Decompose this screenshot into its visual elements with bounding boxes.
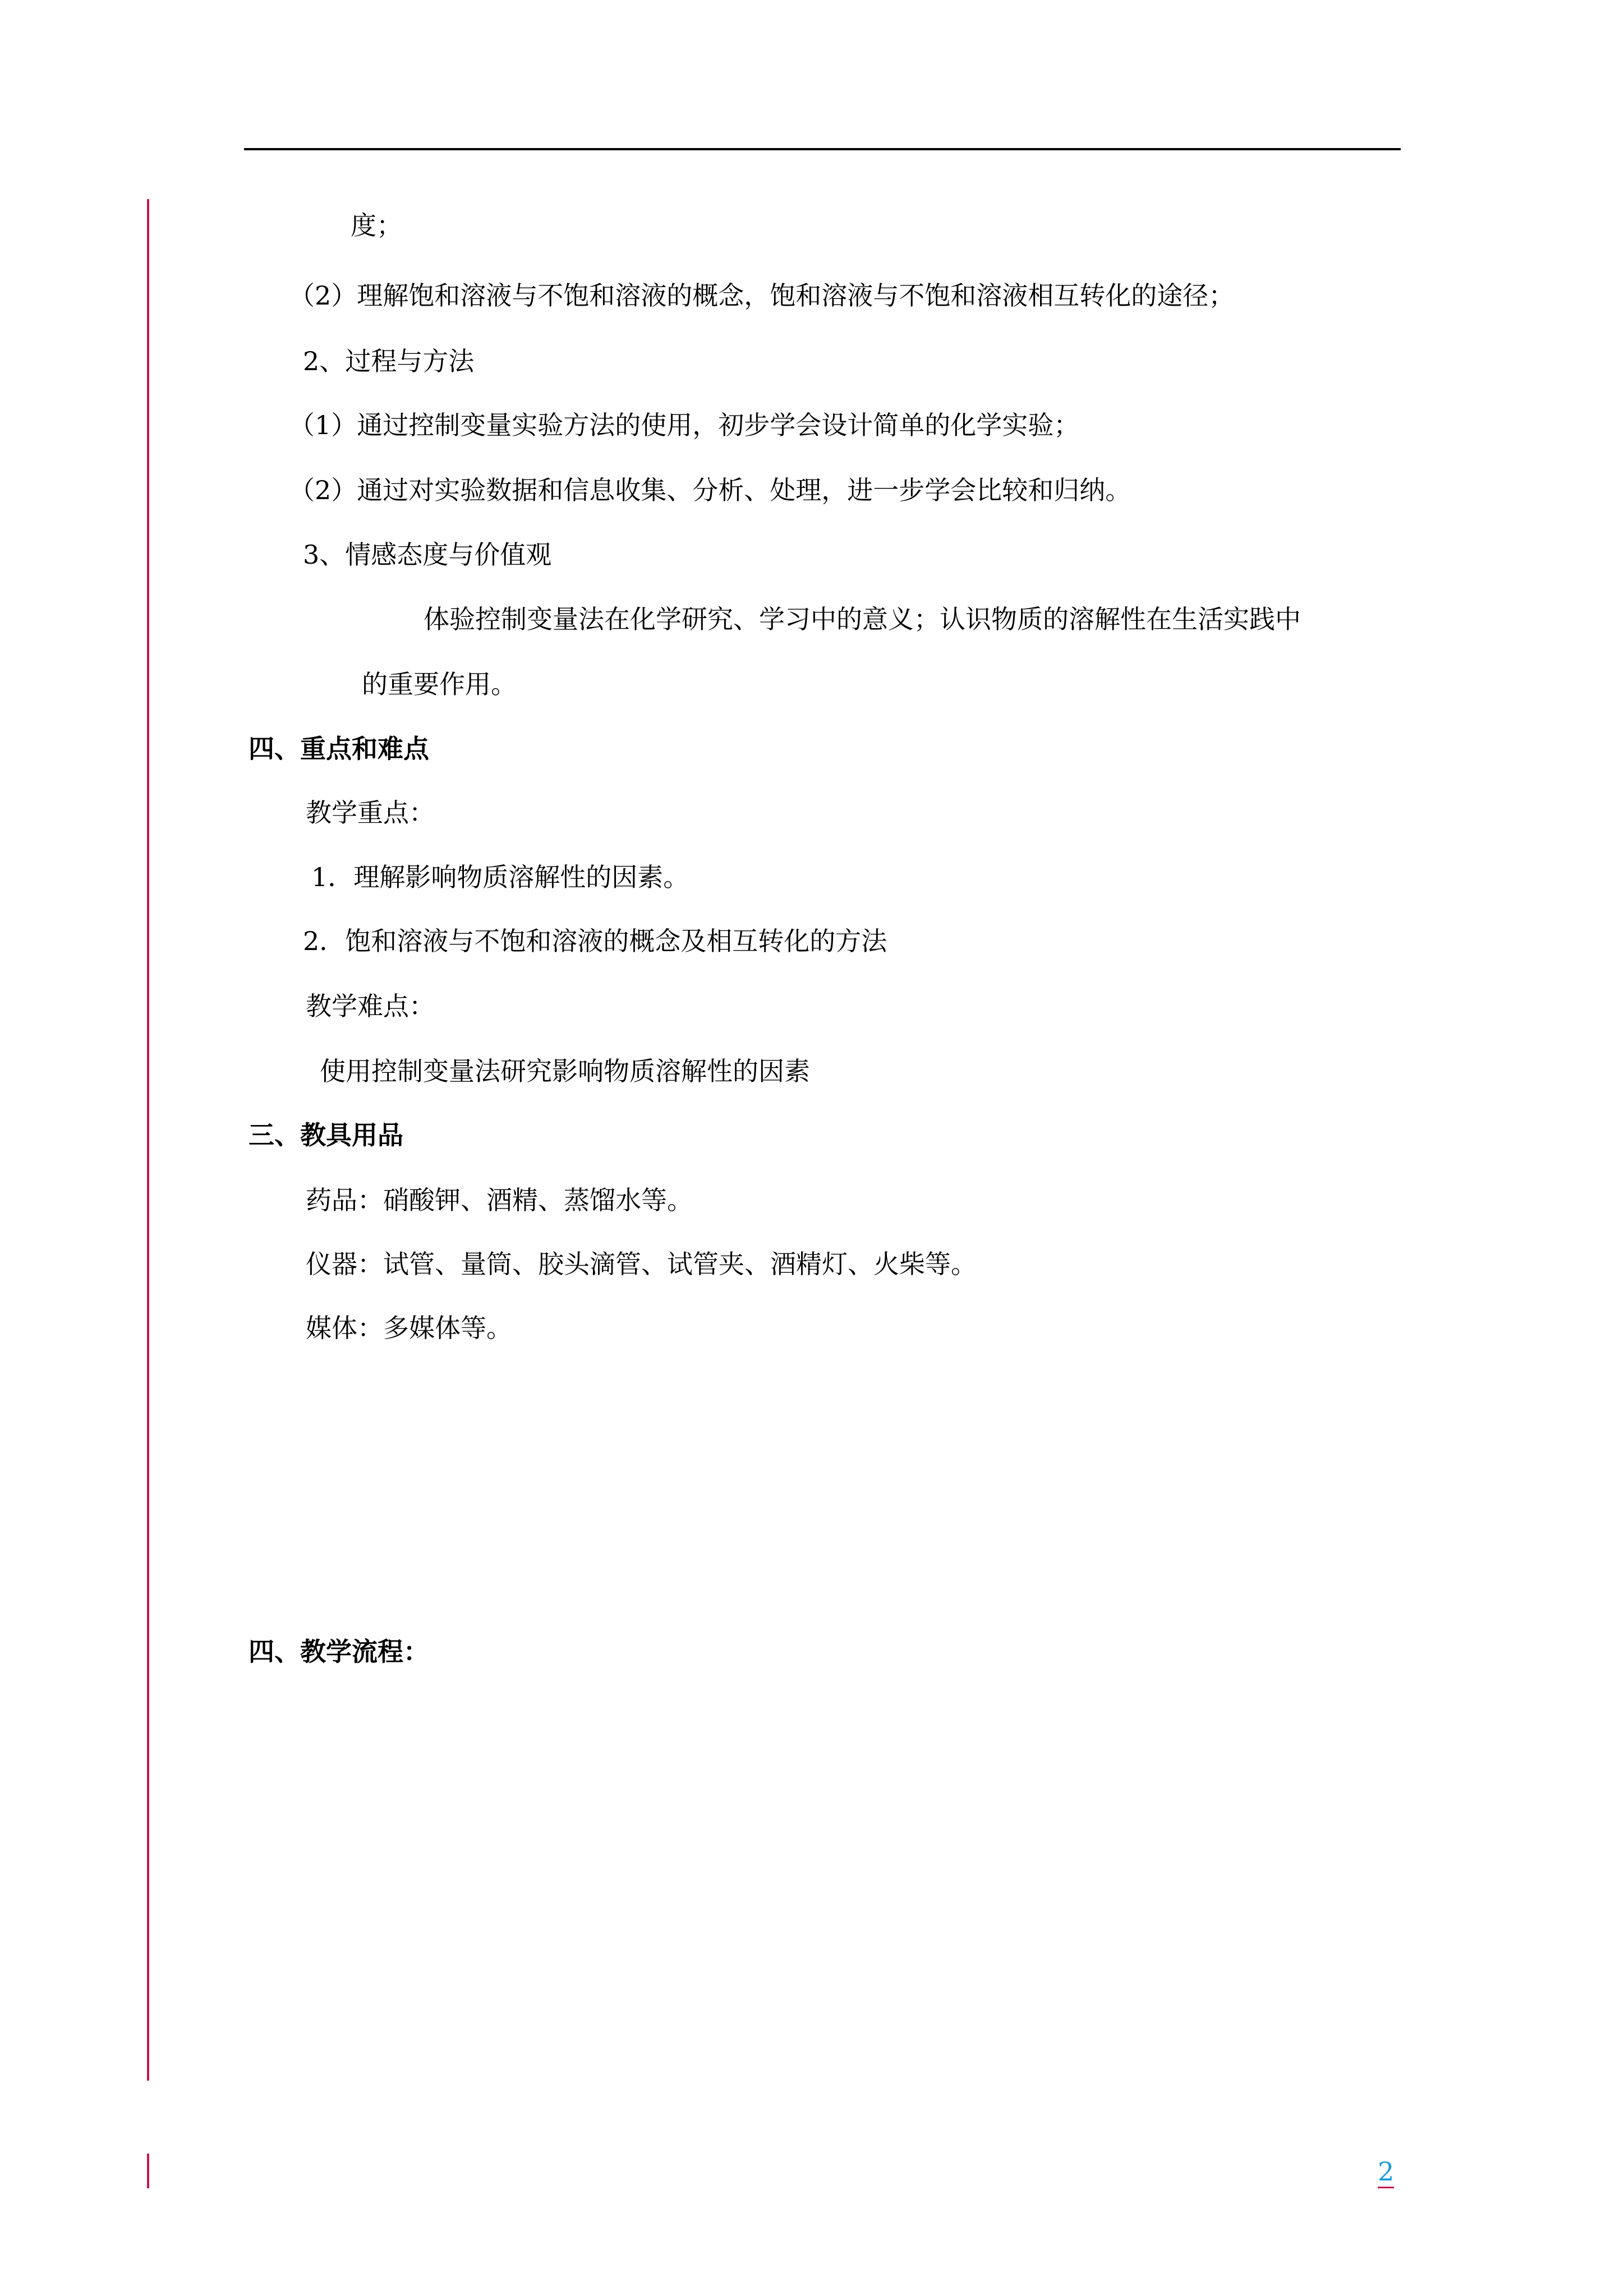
page-number-digit: 2 [1378, 2156, 1394, 2188]
emotion-paragraph-line-2: 的重要作用。 [362, 669, 517, 699]
page-number [1378, 2155, 1394, 2188]
heading-key-points: 四、重点和难点 [249, 734, 429, 764]
section-emotion-values: 3、情感态度与价值观 [303, 540, 552, 570]
tools-chemicals: 药品：硝酸钾、酒精、蒸馏水等。 [306, 1185, 693, 1215]
heading-teaching-tools: 三、教具用品 [249, 1120, 403, 1150]
footer-margin-bar [147, 2154, 149, 2188]
margin-bar [147, 199, 149, 2081]
header-rule [244, 148, 1401, 150]
tools-instruments: 仪器：试管、量筒、胶头滴管、试管夹、酒精灯、火柴等。 [306, 1249, 977, 1279]
focus-item-2: 2．饱和溶液与不饱和溶液的概念及相互转化的方法 [303, 926, 887, 956]
heading-teaching-flow: 四、教学流程： [249, 1636, 429, 1667]
section-process-methods: 2、过程与方法 [303, 346, 475, 376]
focus-item-1: 1．理解影响物质溶解性的因素。 [311, 862, 689, 892]
process-item-2: （2）通过对实验数据和信息收集、分析、处理，进一步学会比较和归纳。 [289, 475, 1131, 505]
emotion-paragraph-line-1: 体验控制变量法在化学研究、学习中的意义；认识物质的溶解性在生活实践中 [424, 604, 1301, 634]
text-line-du: 度； [351, 210, 402, 241]
tools-media: 媒体：多媒体等。 [306, 1313, 512, 1343]
label-teaching-difficulty: 教学难点： [306, 991, 435, 1021]
label-teaching-focus: 教学重点： [306, 797, 435, 828]
difficulty-item-1: 使用控制变量法研究影响物质溶解性的因素 [320, 1056, 810, 1086]
process-item-1: （1）通过控制变量实验方法的使用，初步学会设计简单的化学实验； [289, 410, 1080, 440]
objective-item-2: （2）理解饱和溶液与不饱和溶液的概念，饱和溶液与不饱和溶液相互转化的途径； [289, 280, 1235, 311]
